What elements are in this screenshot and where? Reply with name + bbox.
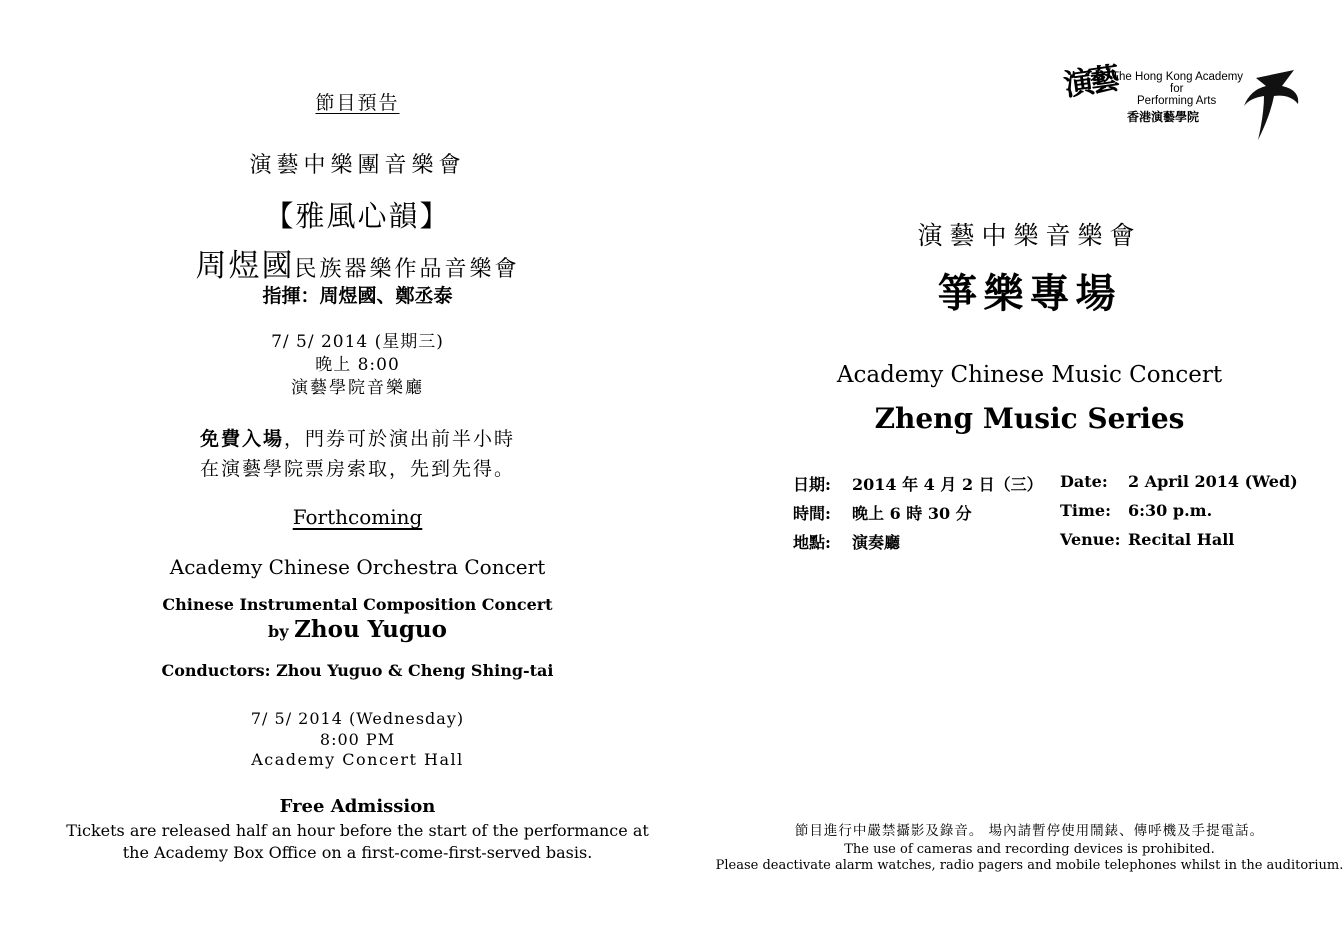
venue-value-zh: 演奏廳 [852,533,901,552]
venue-label-en: Venue: [1060,530,1121,549]
time-label-en: Time: [1060,501,1111,520]
music-concert-en: Academy Chinese Music Concert [836,362,1223,388]
info-row-date [793,472,1333,496]
composer-name-zh: 周煜國 [195,248,295,284]
music-concert-zh: 演藝中樂音樂會 [917,221,1142,250]
date-value-en: 2 April 2014 (Wed) [1128,472,1298,491]
free-admission-zh-line2: 在演藝學院票房索取，先到先得。 [199,458,515,480]
logo-name-line1: The Hong Kong Academy [1112,71,1244,83]
conductor-zh: 指揮：周煜國、鄭丞泰 [262,285,453,307]
time-value-zh: 晚上 6 時 30 分 [852,504,972,523]
zheng-series-en: Zheng Music Series [874,402,1185,435]
date-label-zh: 日期: [793,475,831,494]
free-admission-zh-rest: ，門券可於演出前半小時 [284,428,516,450]
free-admission-en: Free Admission [279,796,436,817]
time-zh: 晚上 8:00 [315,355,400,375]
venue-label-zh: 地點: [793,533,831,552]
tickets-info-line2: the Academy Box Office on a first-come-first-served basis. [122,843,593,862]
free-admission-zh-line1 [0,424,715,451]
date-label-en: Date: [1060,472,1108,491]
composer-name-en: Zhou Yuguo [294,616,447,643]
logo-name-line3: Performing Arts [1137,95,1217,107]
logo-name-line2: for [1170,83,1184,95]
concert-subtitle-zh: 民族器樂作品音樂會 [294,257,520,282]
info-row-time [793,501,1333,525]
concert-title-en: Chinese Instrumental Composition Concert [162,595,553,614]
info-row-venue [793,530,1333,554]
hkapa-logo [1061,50,1304,145]
zheng-series-zh: 箏樂專場 [937,270,1122,317]
time-en: 8:00 PM [319,730,396,749]
time-value-en: 6:30 p.m. [1128,501,1213,520]
conductors-en: Conductors: Zhou Yuguo & Cheng Shing-tai [161,661,554,680]
date-zh: 7/ 5/ 2014 (星期三) [271,332,444,352]
right-panel-cover [715,0,1344,947]
forthcoming-heading-zh: 節目預告 [315,92,400,114]
by-composer-en [0,616,715,643]
free-admission-zh-bold: 免費入場 [199,428,284,450]
venue-en: Academy Concert Hall [251,750,464,769]
notice-zh: 節目進行中嚴禁攝影及錄音。 場內請暫停使用鬧錶、傳呼機及手提電話。 [794,823,1265,839]
notice-en-line2: Please deactivate alarm watches, radio pagers and mobile telephones whilst in the auditorium. [715,858,1344,873]
concert-title-zh: 【雅風心韻】 [264,199,451,233]
logo-name-zh: 香港演藝學院 [1127,110,1200,124]
orchestra-concert-zh: 演藝中樂團音樂會 [249,153,466,178]
logo-star-icon [1242,56,1304,144]
notice-en-line1: The use of cameras and recording devices is prohibited. [844,842,1215,857]
composer-concert-zh [0,240,715,285]
venue-zh: 演藝學院音樂廳 [291,378,424,398]
venue-value-en: Recital Hall [1128,530,1235,549]
date-en: 7/ 5/ 2014 (Wednesday) [250,709,465,728]
orchestra-concert-en: Academy Chinese Orchestra Concert [169,555,546,579]
forthcoming-heading-en: Forthcoming [292,505,423,529]
tickets-info-line1: Tickets are released half an hour before the start of the performance at [66,821,649,840]
by-word: by [268,622,289,641]
date-value-zh: 2014 年 4 月 2 日（三） [852,475,1043,494]
logo-calligraphy: 演藝 [1061,61,1119,104]
time-label-zh: 時間: [793,504,831,523]
